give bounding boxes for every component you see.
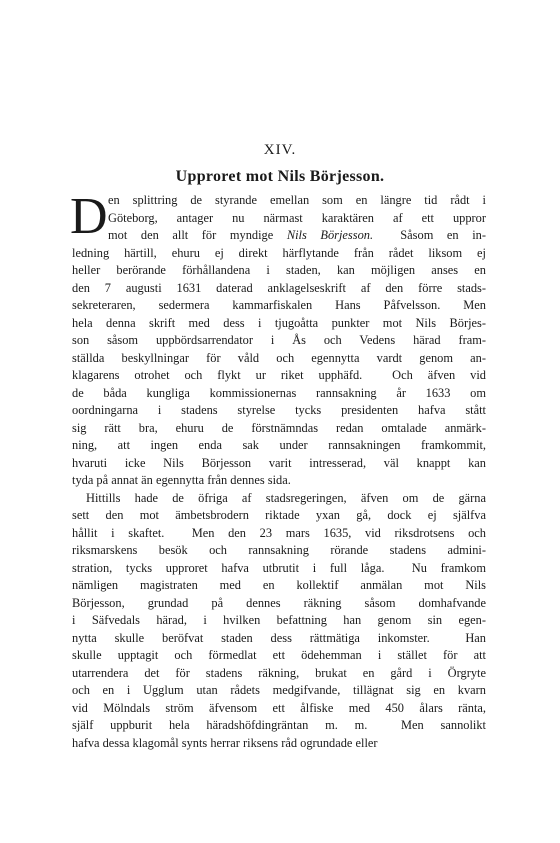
text-line xyxy=(72,472,486,490)
body-text xyxy=(70,188,486,752)
text-line xyxy=(72,507,486,525)
text-line-content: i Säfvedals härad, i hvilken befattning han genom sin egen- xyxy=(72,613,486,627)
text-line xyxy=(72,262,486,280)
text-line xyxy=(72,542,486,560)
text-line xyxy=(72,700,486,718)
text-line-content: de båda kungliga kommissionernas rannsakning år 1633 om xyxy=(72,385,486,400)
text-line-tail: Såsom en in- xyxy=(373,228,486,242)
text-line-content: heller berörande förhållandena i staden, kan möjligen anses en xyxy=(72,263,486,277)
text-line-content: hållit i skaftet. Men den 23 mars 1635, vid riksdrotsens och xyxy=(72,525,486,540)
text-line xyxy=(72,630,486,648)
text-line xyxy=(72,560,486,578)
text-line-content: mot den allt för myndige xyxy=(108,228,287,242)
text-line xyxy=(72,420,486,438)
text-line xyxy=(72,350,486,368)
text-line xyxy=(72,437,486,455)
text-line-content: ställda beskyllningar för våld och egennytta vardt genom an- xyxy=(72,350,486,365)
text-line-content: oordningarna i stadens styrelse tycks presidenten hafva stått xyxy=(72,403,486,417)
text-line-content: den 7 augusti 1631 daterad anklagelseskrift af den förre stads- xyxy=(72,280,486,295)
text-line xyxy=(72,402,486,420)
text-line-content: hafva dessa klagomål synts herrar riksens råd ogrundade eller xyxy=(72,735,378,750)
text-line-content: själf uppburit hela häradshöfdingräntan m. m. Men sannolikt xyxy=(72,718,486,732)
text-line xyxy=(72,647,486,665)
text-line xyxy=(72,455,486,473)
text-line xyxy=(72,210,486,228)
text-line-content: sett den mot ämbetsbrodern riktade yxan gå, dock ej själfva xyxy=(72,508,486,522)
text-line xyxy=(72,192,486,210)
text-line-content: tyda på annat än egennytta från dennes sida. xyxy=(72,473,291,487)
drop-cap: D xyxy=(70,188,108,245)
text-line xyxy=(72,332,486,350)
text-line-content: Göteborg, antager nu närmast karaktären af ett uppror xyxy=(108,210,486,225)
text-line-content: skulle upptagit och förmedlat ett ödehemman i stället för att xyxy=(72,648,486,662)
text-line xyxy=(72,682,486,700)
text-line xyxy=(72,595,486,613)
text-line xyxy=(72,490,486,508)
text-line-content: ning, att ingen enda sak under rannsakningen framkommit, xyxy=(72,438,486,452)
text-line-content: Hittills hade de öfriga af stadsregeringen, äfven om de gärna xyxy=(86,490,486,505)
text-line-content: stration, tycks upproret hafva utbrutit i full låga. Nu framkom xyxy=(72,560,486,575)
text-line xyxy=(72,665,486,683)
text-line xyxy=(72,525,486,543)
text-line-content: klagarens otrohet och flykt ur riket upphäfd. Och äfven vid xyxy=(72,368,486,382)
text-line xyxy=(72,315,486,333)
chapter-title: Upproret mot Nils Börjesson. xyxy=(175,168,385,185)
text-line-content: en splittring de styrande emellan som en längre tid rådt i xyxy=(108,193,486,207)
text-line-content: nytta skulle beröfvat staden dess rättmätiga inkomster. Han xyxy=(72,630,486,645)
text-line-content: vid Mölndals ström äfvensom ett ålfiske med 450 ålars ränta, xyxy=(72,700,486,715)
text-line-content: sig rätt bra, ehuru de förstnämndas redan omtalade anmärk- xyxy=(72,420,486,435)
text-line-content: hela denna skrift med dess i tjugoåtta punkter mot Nils Börjes- xyxy=(72,315,486,330)
text-line-content: riksmarskens besök och rannsakning rörande stadens admini- xyxy=(72,543,486,557)
text-line-content: son såsom uppbördsarrendator i Ås och Vedens härad fram- xyxy=(72,333,486,347)
text-line xyxy=(72,612,486,630)
text-line-content: ledning härtill, ehuru ej direkt härflytande från rådet liksom ej xyxy=(72,245,486,260)
text-line xyxy=(72,367,486,385)
italic-name: Nils Börjesson. xyxy=(286,228,374,242)
text-line-content: nämligen magistraten med en kollektif anmälan mot Nils xyxy=(72,578,486,592)
text-line xyxy=(72,227,486,245)
text-line xyxy=(72,245,486,263)
text-line-content: och en i Ugglum utan rådets medgifvande, tillägnat sig en kvarn xyxy=(72,683,486,697)
text-line xyxy=(72,577,486,595)
text-line-content: Börjesson, grundad på dennes räkning såsom domhafvande xyxy=(72,595,486,610)
text-line xyxy=(72,717,486,735)
text-line xyxy=(72,385,486,403)
chapter-number: XIV. xyxy=(263,142,297,158)
text-line xyxy=(72,297,486,315)
text-line xyxy=(72,280,486,298)
text-line-content: hvaruti icke Nils Börjesson varit intresserad, väl knappt kan xyxy=(72,455,486,470)
text-line-content: sekreteraren, sedermera kammarfiskalen Hans Påfvelsson. Men xyxy=(72,298,486,312)
text-line xyxy=(72,735,486,753)
text-line-content: utarrendera det för stadens räkning, brukat en gård i Örgryte xyxy=(72,665,486,680)
